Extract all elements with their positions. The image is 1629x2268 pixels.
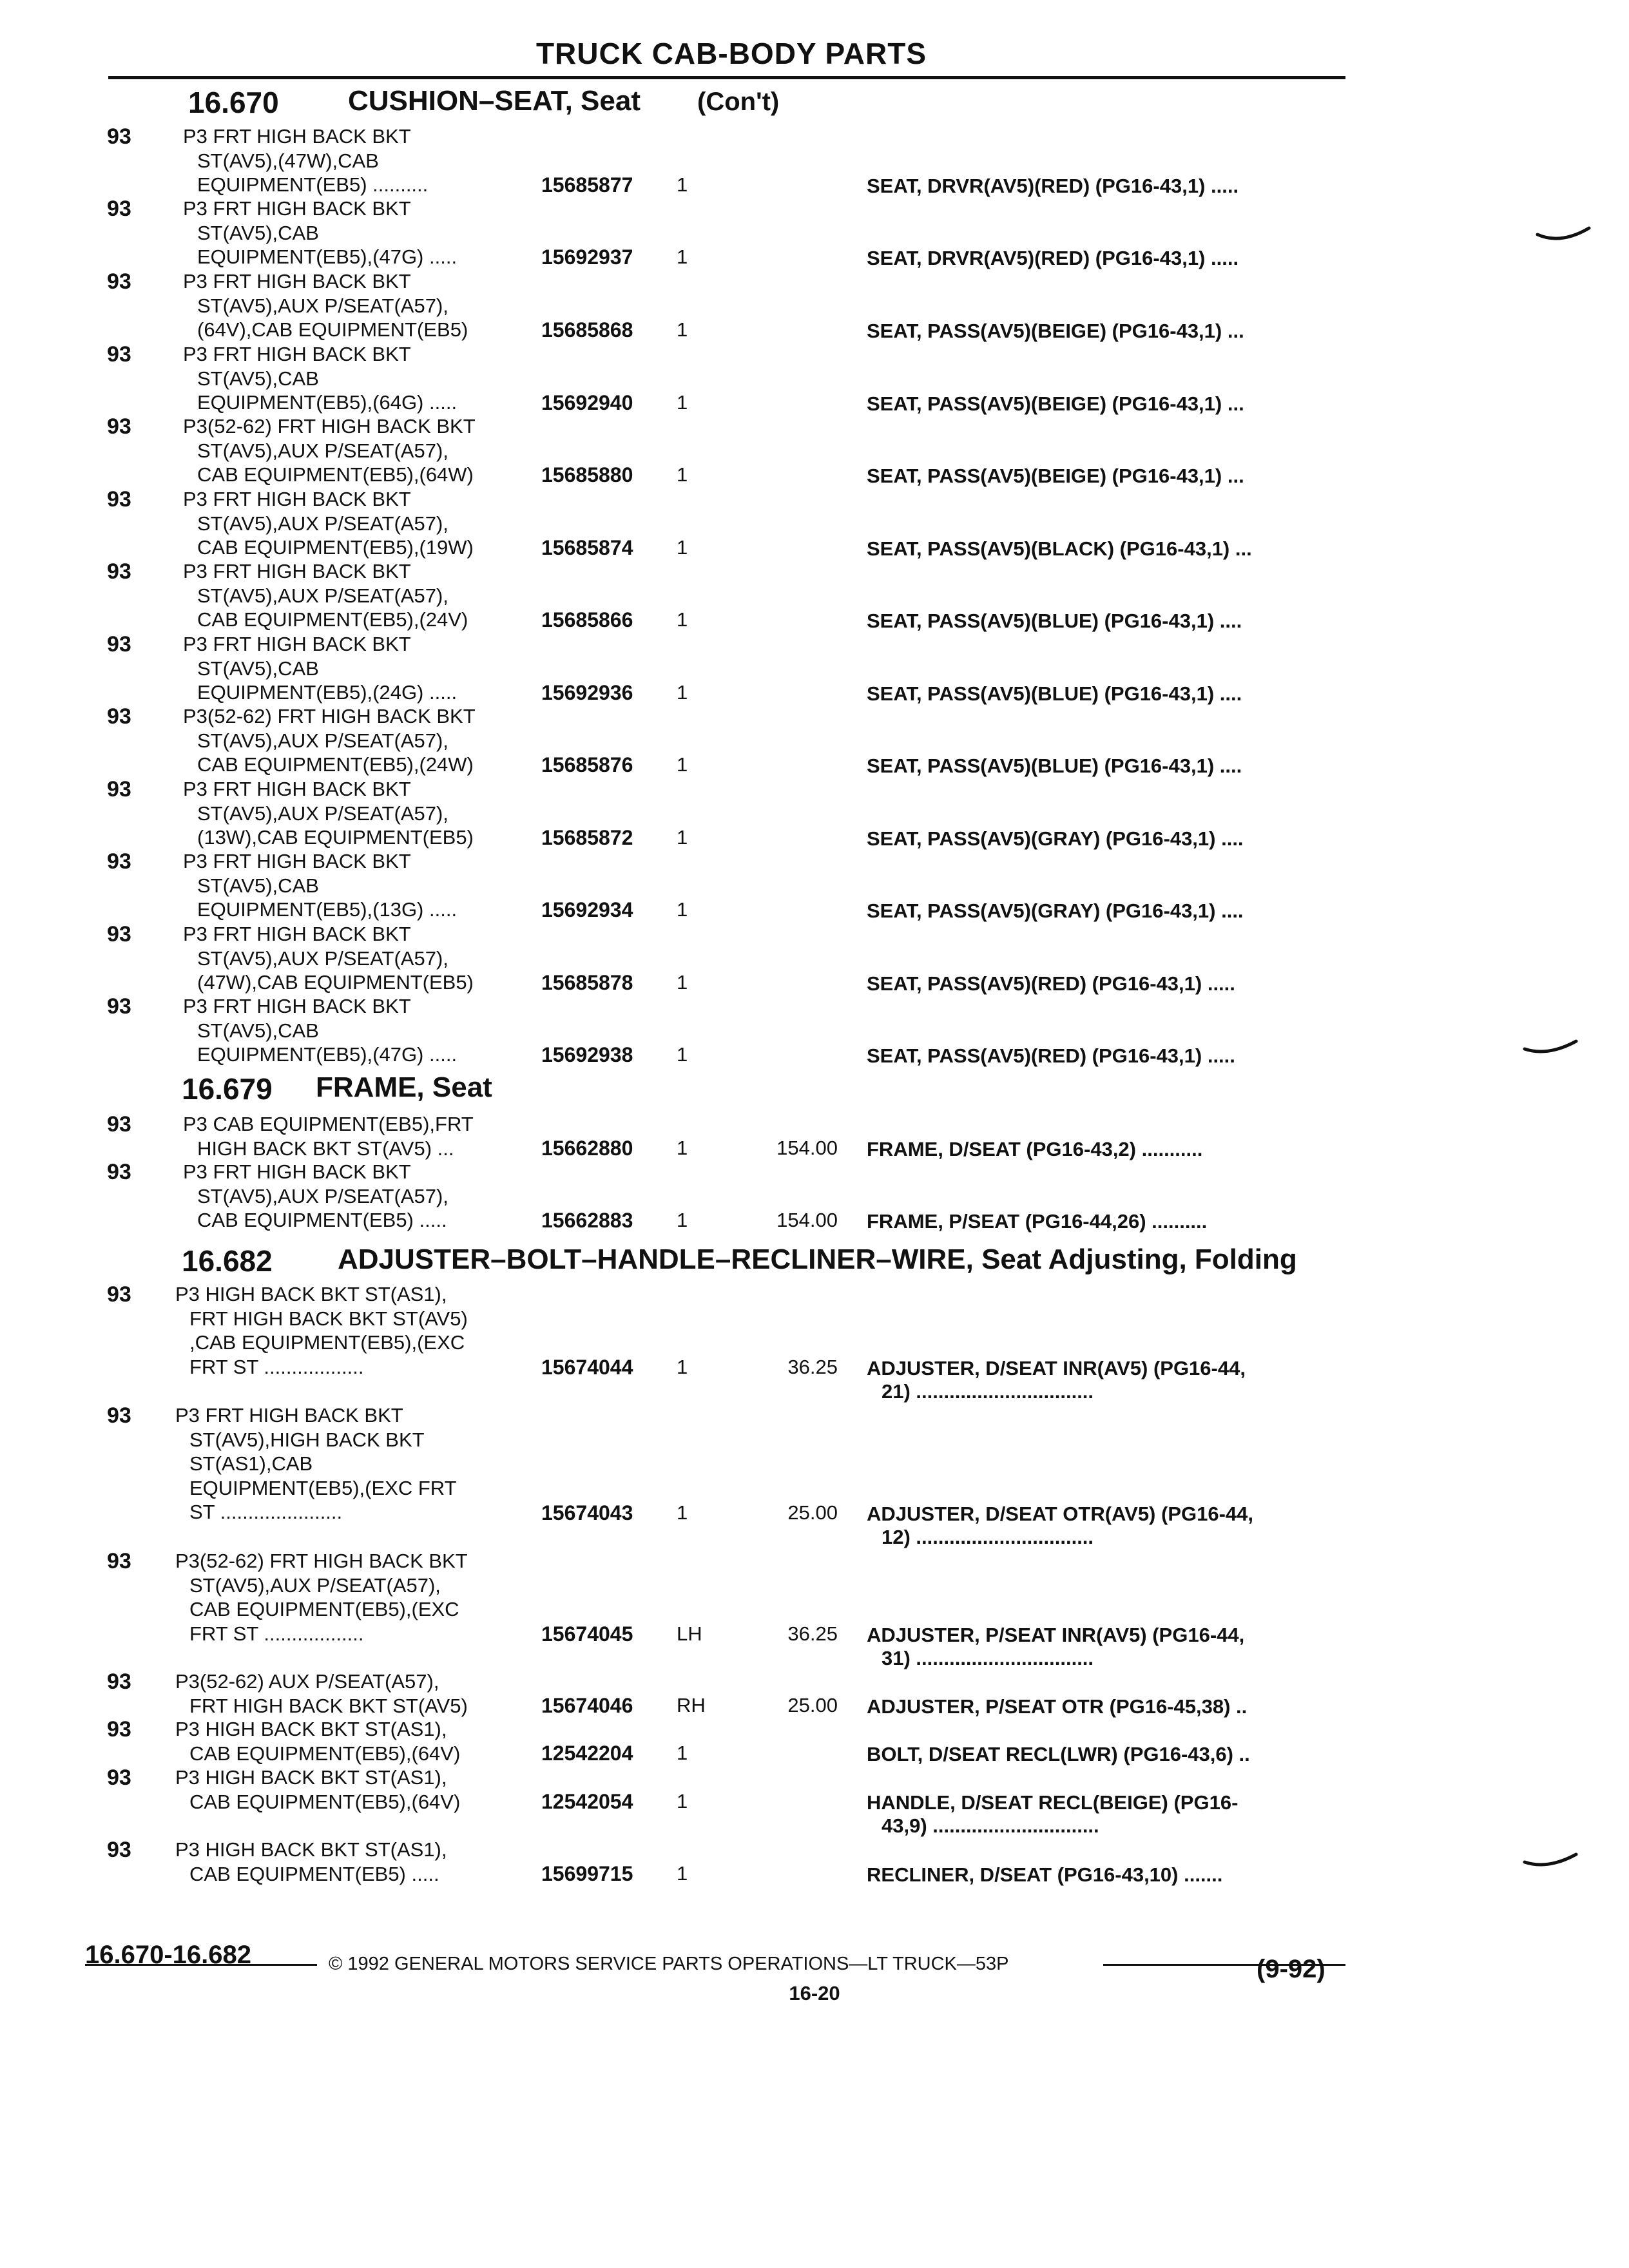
entry-description <box>175 1549 536 1646</box>
part-number: 15662883 <box>541 1209 633 1232</box>
desc-line: P3 FRT HIGH BACK BKT <box>183 1160 411 1183</box>
price: 25.00 <box>787 1501 838 1524</box>
desc-line: P3 FRT HIGH BACK BKT <box>175 1404 403 1427</box>
usage-code: 93 <box>107 559 131 584</box>
part-number: 15692936 <box>541 681 633 704</box>
desc-line: P3 FRT HIGH BACK BKT <box>183 778 411 800</box>
section-number: 16.682 <box>182 1244 273 1278</box>
item-description: FRAME, D/SEAT (PG16-43,2) ........... <box>867 1138 1203 1160</box>
desc-line: ST(AV5),HIGH BACK BKT <box>189 1428 425 1451</box>
item-description: SEAT, PASS(AV5)(BEIGE) (PG16-43,1) ... <box>867 392 1244 415</box>
item-description: HANDLE, D/SEAT RECL(BEIGE) (PG16- <box>867 1791 1239 1814</box>
item-description: SEAT, PASS(AV5)(RED) (PG16-43,1) ..... <box>867 972 1235 995</box>
desc-line: ST(AV5),AUX P/SEAT(A57), <box>189 1573 441 1597</box>
item-description: SEAT, PASS(AV5)(GRAY) (PG16-43,1) .... <box>867 827 1244 850</box>
price: 36.25 <box>787 1356 838 1378</box>
desc-line: ST(AV5),AUX P/SEAT(A57), <box>197 729 448 752</box>
desc-line: P3(52-62) FRT HIGH BACK BKT <box>183 705 476 727</box>
item-description: SEAT, PASS(AV5)(BLACK) (PG16-43,1) ... <box>867 537 1252 560</box>
item-description-cont: 21) ................................ <box>882 1380 1094 1403</box>
part-number: 15674043 <box>541 1501 633 1524</box>
desc-line: P3 FRT HIGH BACK BKT <box>183 125 411 148</box>
desc-line: FRT ST .................. <box>189 1622 364 1645</box>
part-number: 15692934 <box>541 898 633 921</box>
desc-line: EQUIPMENT(EB5),(47G) ..... <box>197 1043 458 1066</box>
quantity: 1 <box>677 971 688 994</box>
desc-line: CAB EQUIPMENT(EB5),(24W) <box>197 753 474 776</box>
desc-line: EQUIPMENT(EB5),(13G) ..... <box>197 898 458 921</box>
usage-code: 93 <box>107 994 131 1019</box>
entry-description <box>183 559 544 632</box>
price: 154.00 <box>776 1137 838 1159</box>
item-description: SEAT, PASS(AV5)(RED) (PG16-43,1) ..... <box>867 1044 1235 1067</box>
desc-line: CAB EQUIPMENT(EB5),(24V) <box>197 608 468 631</box>
item-description: SEAT, PASS(AV5)(BEIGE) (PG16-43,1) ... <box>867 465 1244 487</box>
usage-code: 93 <box>107 414 131 439</box>
desc-line: ST(AV5),AUX P/SEAT(A57), <box>197 512 448 535</box>
part-number: 15685878 <box>541 971 633 994</box>
desc-line: P3 FRT HIGH BACK BKT <box>183 923 411 945</box>
section-heading <box>182 1244 1406 1282</box>
desc-line: ,CAB EQUIPMENT(EB5),(EXC <box>189 1331 465 1354</box>
quantity: 1 <box>677 826 688 849</box>
usage-code: 93 <box>107 1838 131 1862</box>
part-number: 15685868 <box>541 318 633 341</box>
desc-line: ST(AV5),AUX P/SEAT(A57), <box>197 947 448 970</box>
desc-line: ST(AV5),AUX P/SEAT(A57), <box>197 802 448 825</box>
quantity: 1 <box>677 318 688 341</box>
part-number: 15685866 <box>541 608 633 631</box>
desc-line: P3 HIGH BACK BKT ST(AS1), <box>175 1718 447 1740</box>
binding-mark-icon <box>1535 226 1593 245</box>
desc-line: ST(AV5),CAB <box>197 221 319 244</box>
desc-line: P3(52-62) AUX P/SEAT(A57), <box>175 1670 439 1693</box>
quantity: 1 <box>677 1862 688 1885</box>
desc-line: CAB EQUIPMENT(EB5),(64V) <box>189 1790 461 1813</box>
desc-line: CAB EQUIPMENT(EB5) ..... <box>197 1209 447 1231</box>
quantity: 1 <box>677 1501 688 1524</box>
part-number: 15685872 <box>541 826 633 849</box>
quantity: 1 <box>677 391 688 414</box>
binding-mark-icon <box>1522 1039 1580 1058</box>
desc-line: P3 HIGH BACK BKT ST(AS1), <box>175 1838 447 1861</box>
entry-description <box>183 197 544 269</box>
usage-code: 93 <box>107 1403 131 1428</box>
part-number: 15699715 <box>541 1862 633 1885</box>
page-header-title: TRUCK CAB-BODY PARTS <box>535 37 927 70</box>
item-description: ADJUSTER, D/SEAT INR(AV5) (PG16-44, <box>867 1357 1246 1379</box>
desc-line: FRT HIGH BACK BKT ST(AV5) <box>189 1694 468 1717</box>
part-number: 15674046 <box>541 1694 633 1717</box>
part-number: 15674045 <box>541 1622 633 1646</box>
quantity: 1 <box>677 1742 688 1764</box>
quantity: 1 <box>677 1356 688 1378</box>
desc-line: FRT HIGH BACK BKT ST(AV5) <box>189 1307 468 1330</box>
usage-code: 93 <box>107 922 131 947</box>
desc-line: ST(AV5),AUX P/SEAT(A57), <box>197 294 448 317</box>
entry-description <box>183 849 544 922</box>
binding-mark-icon <box>1522 1852 1580 1871</box>
footer-page-number: 16-20 <box>789 1982 840 2004</box>
desc-line: ST(AV5),AUX P/SEAT(A57), <box>197 584 448 607</box>
section-number: 16.670 <box>188 86 279 119</box>
desc-line: P3 CAB EQUIPMENT(EB5),FRT <box>183 1113 474 1135</box>
desc-line: ST(AV5),(47W),CAB <box>197 149 379 172</box>
item-description: RECLINER, D/SEAT (PG16-43,10) ....... <box>867 1863 1223 1886</box>
usage-code: 93 <box>107 849 131 874</box>
item-description: SEAT, DRVR(AV5)(RED) (PG16-43,1) ..... <box>867 247 1239 269</box>
desc-line: P3 FRT HIGH BACK BKT <box>183 633 411 655</box>
entry-description <box>183 922 544 995</box>
desc-line: (47W),CAB EQUIPMENT(EB5) <box>197 971 474 994</box>
part-number: 15692938 <box>541 1043 633 1066</box>
usage-code: 93 <box>107 1717 131 1742</box>
entry-description <box>175 1669 536 1718</box>
item-description: SEAT, PASS(AV5)(BLUE) (PG16-43,1) .... <box>867 754 1242 777</box>
entry-description <box>175 1717 536 1765</box>
desc-line: P3(52-62) FRT HIGH BACK BKT <box>175 1550 468 1572</box>
desc-line: EQUIPMENT(EB5) .......... <box>197 173 429 196</box>
part-number: 15685880 <box>541 463 633 486</box>
desc-line: EQUIPMENT(EB5),(47G) ..... <box>197 245 458 268</box>
footer-copyright: © 1992 GENERAL MOTORS SERVICE PARTS OPERATIONS—LT TRUCK—53P <box>329 1954 1009 1974</box>
section-heading <box>188 85 961 124</box>
quantity: 1 <box>677 463 688 486</box>
entry-description <box>175 1282 536 1379</box>
item-description: SEAT, PASS(AV5)(GRAY) (PG16-43,1) .... <box>867 899 1244 922</box>
usage-code: 93 <box>107 342 131 367</box>
desc-line: CAB EQUIPMENT(EB5),(EXC <box>189 1598 459 1620</box>
desc-line: ST ...................... <box>189 1501 343 1523</box>
section-number: 16.679 <box>182 1072 273 1106</box>
entry-description <box>183 704 544 777</box>
price: 154.00 <box>776 1209 838 1231</box>
item-description-cont: 12) ................................ <box>882 1526 1094 1548</box>
part-number: 15692940 <box>541 391 633 414</box>
desc-line: ST(AV5),CAB <box>197 367 319 390</box>
desc-line: P3 FRT HIGH BACK BKT <box>183 995 411 1017</box>
entry-description <box>183 1160 544 1233</box>
desc-line: CAB EQUIPMENT(EB5),(64V) <box>189 1742 461 1765</box>
desc-line: P3 FRT HIGH BACK BKT <box>183 488 411 510</box>
section-title: CUSHION–SEAT, Seat <box>348 85 641 117</box>
desc-line: ST(AV5),CAB <box>197 874 319 897</box>
quantity: 1 <box>677 1209 688 1231</box>
desc-line: ST(AV5),CAB <box>197 657 319 680</box>
part-number: 15685874 <box>541 536 633 559</box>
usage-code: 93 <box>107 1669 131 1694</box>
footer-revision-date: (9-92) <box>1257 1955 1325 1983</box>
usage-code: 93 <box>107 777 131 802</box>
part-number: 15674044 <box>541 1356 633 1379</box>
desc-line: P3 FRT HIGH BACK BKT <box>183 850 411 872</box>
desc-line: EQUIPMENT(EB5),(24G) ..... <box>197 681 458 704</box>
item-description: BOLT, D/SEAT RECL(LWR) (PG16-43,6) .. <box>867 1743 1250 1765</box>
quantity: 1 <box>677 245 688 268</box>
quantity: 1 <box>677 1137 688 1159</box>
usage-code: 93 <box>107 124 131 149</box>
desc-line: (13W),CAB EQUIPMENT(EB5) <box>197 826 474 849</box>
usage-code: 93 <box>107 487 131 512</box>
usage-code: 93 <box>107 704 131 729</box>
usage-code: 93 <box>107 1112 131 1137</box>
item-description: SEAT, DRVR(AV5)(RED) (PG16-43,1) ..... <box>867 175 1239 197</box>
item-description: ADJUSTER, P/SEAT OTR (PG16-45,38) .. <box>867 1695 1248 1718</box>
desc-line: EQUIPMENT(EB5),(64G) ..... <box>197 391 458 414</box>
usage-code: 93 <box>107 269 131 294</box>
desc-line: CAB EQUIPMENT(EB5),(64W) <box>197 463 474 486</box>
item-description: SEAT, PASS(AV5)(BLUE) (PG16-43,1) .... <box>867 682 1242 705</box>
part-number: 12542054 <box>541 1790 633 1813</box>
price: 36.25 <box>787 1622 838 1645</box>
desc-line: P3 HIGH BACK BKT ST(AS1), <box>175 1766 447 1789</box>
desc-line: P3(52-62) FRT HIGH BACK BKT <box>183 415 476 437</box>
entry-description <box>183 994 544 1067</box>
quantity: 1 <box>677 608 688 631</box>
entry-description <box>183 777 544 850</box>
entry-description <box>183 269 544 342</box>
desc-line: P3 FRT HIGH BACK BKT <box>183 560 411 582</box>
entry-description <box>175 1838 536 1886</box>
entry-description <box>183 414 544 487</box>
usage-code: 93 <box>107 1282 131 1307</box>
quantity: 1 <box>677 898 688 921</box>
desc-line: (64V),CAB EQUIPMENT(EB5) <box>197 318 468 341</box>
section-title: ADJUSTER–BOLT–HANDLE–RECLINER–WIRE, Seat Adjusting, Folding <box>338 1244 1297 1275</box>
usage-code: 93 <box>107 1160 131 1184</box>
desc-line: ST(AV5),AUX P/SEAT(A57), <box>197 439 448 462</box>
desc-line: ST(AV5),CAB <box>197 1019 319 1042</box>
desc-line: HIGH BACK BKT ST(AV5) ... <box>197 1137 454 1160</box>
quantity: 1 <box>677 681 688 704</box>
footer-section-range: 16.670-16.682 <box>85 1941 252 1969</box>
quantity: 1 <box>677 536 688 559</box>
item-description: SEAT, PASS(AV5)(BEIGE) (PG16-43,1) ... <box>867 320 1244 342</box>
desc-line: P3 HIGH BACK BKT ST(AS1), <box>175 1283 447 1305</box>
usage-code: 93 <box>107 632 131 657</box>
quantity: 1 <box>677 173 688 196</box>
usage-code: 93 <box>107 1765 131 1790</box>
item-description: ADJUSTER, P/SEAT INR(AV5) (PG16-44, <box>867 1624 1245 1646</box>
part-number: 15662880 <box>541 1137 633 1160</box>
item-description: SEAT, PASS(AV5)(BLUE) (PG16-43,1) .... <box>867 610 1242 632</box>
section-continued: (Con't) <box>697 88 780 116</box>
desc-line: ST(AS1),CAB <box>189 1452 313 1475</box>
entry-description <box>183 124 544 197</box>
entry-description <box>183 342 544 415</box>
part-number: 15692937 <box>541 245 633 269</box>
desc-line: ST(AV5),AUX P/SEAT(A57), <box>197 1184 448 1207</box>
quantity: 1 <box>677 1790 688 1812</box>
header-rule <box>108 76 1345 79</box>
item-description: FRAME, P/SEAT (PG16-44,26) .......... <box>867 1210 1208 1233</box>
desc-line: P3 FRT HIGH BACK BKT <box>183 197 411 220</box>
quantity: RH <box>677 1694 706 1716</box>
quantity: 1 <box>677 753 688 776</box>
section-heading <box>182 1072 955 1110</box>
entry-description <box>183 1112 544 1160</box>
entry-description <box>175 1765 536 1814</box>
entry-description <box>175 1403 536 1524</box>
quantity: LH <box>677 1622 702 1645</box>
usage-code: 93 <box>107 1549 131 1573</box>
part-number: 12542204 <box>541 1742 633 1765</box>
desc-line: P3 FRT HIGH BACK BKT <box>183 270 411 293</box>
desc-line: P3 FRT HIGH BACK BKT <box>183 343 411 365</box>
part-number: 15685877 <box>541 173 633 197</box>
item-description-cont: 31) ................................ <box>882 1647 1094 1669</box>
item-description: ADJUSTER, D/SEAT OTR(AV5) (PG16-44, <box>867 1503 1254 1525</box>
desc-line: CAB EQUIPMENT(EB5),(19W) <box>197 536 474 559</box>
desc-line: FRT ST .................. <box>189 1355 364 1378</box>
usage-code: 93 <box>107 197 131 221</box>
part-number: 15685876 <box>541 753 633 776</box>
quantity: 1 <box>677 1043 688 1066</box>
desc-line: EQUIPMENT(EB5),(EXC FRT <box>189 1476 457 1499</box>
price: 25.00 <box>787 1694 838 1716</box>
section-title: FRAME, Seat <box>316 1072 492 1103</box>
entry-description <box>183 632 544 705</box>
desc-line: CAB EQUIPMENT(EB5) ..... <box>189 1862 439 1885</box>
entry-description <box>183 487 544 560</box>
item-description-cont: 43,9) .............................. <box>882 1814 1099 1837</box>
